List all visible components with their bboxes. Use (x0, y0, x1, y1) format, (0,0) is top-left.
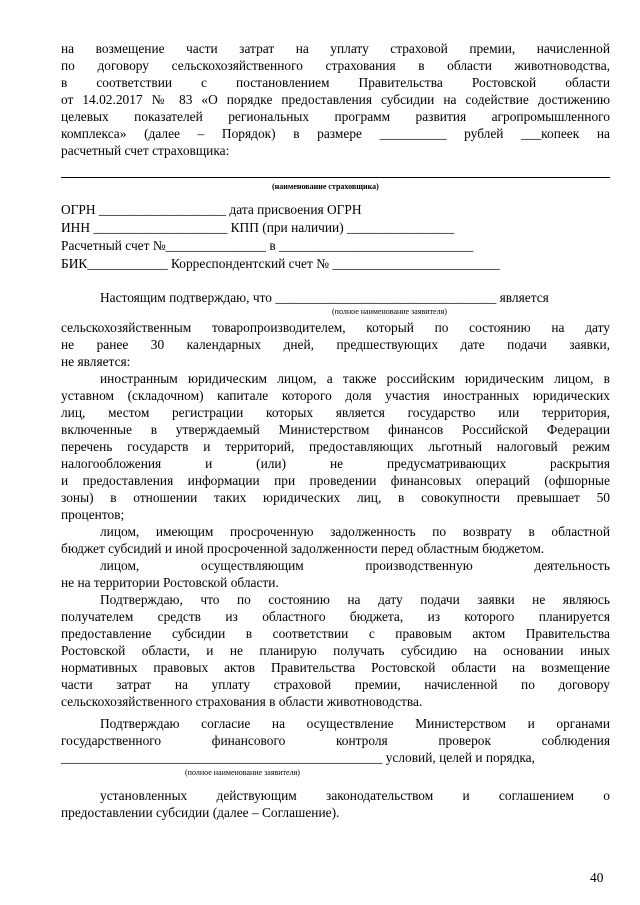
text-line: Ростовской области, и не планирую получать субсидию на основании иных (61, 643, 610, 658)
text-line: на возмещение части затрат на уплату страховой премии, начисленной (61, 41, 610, 56)
text-line: расчетный счет страховщика: (61, 143, 230, 158)
text-line: лицом, имеющим просроченную задолженность по возврату в областной (100, 524, 610, 539)
text-line: лицом, осуществляющим производственную деятельность (100, 558, 610, 573)
text-line: уставном (складочном) капитале которого доля участия иностранных юридических (61, 388, 610, 403)
page-number: 40 (590, 870, 604, 885)
text-line: сельскохозяйственного страхования в области животноводства. (61, 694, 423, 709)
applicant-caption: (полное наименование заявителя) (332, 307, 447, 316)
text-line: включенные в утверждаемый Министерством финансов Российской Федерации (61, 422, 610, 437)
text-line: не является: (61, 354, 131, 369)
text-line: сельскохозяйственным товаропроизводителем, который по состоянию на дату (61, 320, 610, 335)
text-line: не ранее 30 календарных дней, предшествующих дате подачи заявки, (61, 337, 610, 352)
text-line: и предоставления информации при проведении финансовых операций (офшорные (61, 473, 610, 488)
text-line: Подтверждаю согласие на осуществление Министерством и органами (100, 716, 610, 731)
text-line: не на территории Ростовской области. (61, 575, 279, 590)
applicant-caption-2: (полное наименование заявителя) (185, 768, 300, 777)
text-line: установленных действующим законодательством и соглашением о (100, 788, 610, 803)
confirm-line: Настоящим подтверждаю, что _________________________________ является (100, 290, 549, 305)
text-line: предоставлении субсидии (далее – Соглашение). (61, 805, 340, 820)
bik-line: БИК____________ Корреспондентский счет № _________________________ (61, 256, 500, 271)
text-line: целевых показателей региональных программ развития агропромышленного (61, 109, 610, 124)
account-line: Расчетный счет №_______________ в _____________________________ (61, 238, 474, 253)
text-line: ________________________________________________ условий, целей и порядка, (61, 750, 535, 765)
text-line: предоставление субсидии в соответствии с правовым актом Правительства (61, 626, 610, 641)
text-line: перечень государств и территорий, предоставляющих льготный налоговый режим (61, 439, 610, 454)
text-line: нормативных правовых актов Правительства Ростовской области на возмещение (61, 660, 610, 675)
text-line: иностранным юридическим лицом, а также российским юридическим лицом, в (100, 371, 610, 386)
inn-line: ИНН ____________________ КПП (при наличии) ________________ (61, 220, 455, 235)
text-line: получателем средств из областного бюджета, из которого планируется (61, 609, 610, 624)
ogrn-line: ОГРН ___________________ дата присвоения ОГРН (61, 202, 362, 217)
text-line: от 14.02.2017 № 83 «О порядке предоставления субсидии на содействие достижению (61, 92, 610, 107)
text-line: в соответствии с постановлением Правительства Ростовской области (61, 75, 610, 90)
insurer-name-rule (61, 177, 610, 178)
text-line: комплекса» (далее – Порядок) в размере __________ рублей ___копеек на (61, 126, 610, 141)
text-line: Подтверждаю, что по состоянию на дату подачи заявки не являюсь (100, 592, 610, 607)
text-line: бюджет субсидий и иной просроченной задолженности перед областным бюджетом. (61, 541, 545, 556)
text-line: по договору сельскохозяйственного страхования в области животноводства, (61, 58, 610, 73)
text-line: процентов; (61, 507, 125, 522)
text-line: зоны) в отношении таких юридических лиц, в совокупности превышает 50 (61, 490, 610, 505)
text-line: части затрат на уплату страховой премии, начисленной по договору (61, 677, 610, 692)
text-line: лиц, местом регистрации которых является государство или территория, (61, 405, 610, 420)
text-line: налогообложения и (или) не предусматривающих раскрытия (61, 456, 610, 471)
text-line: государственного финансового контроля проверок соблюдения (61, 733, 610, 748)
insurer-caption: (наименование страховщика) (272, 182, 379, 191)
